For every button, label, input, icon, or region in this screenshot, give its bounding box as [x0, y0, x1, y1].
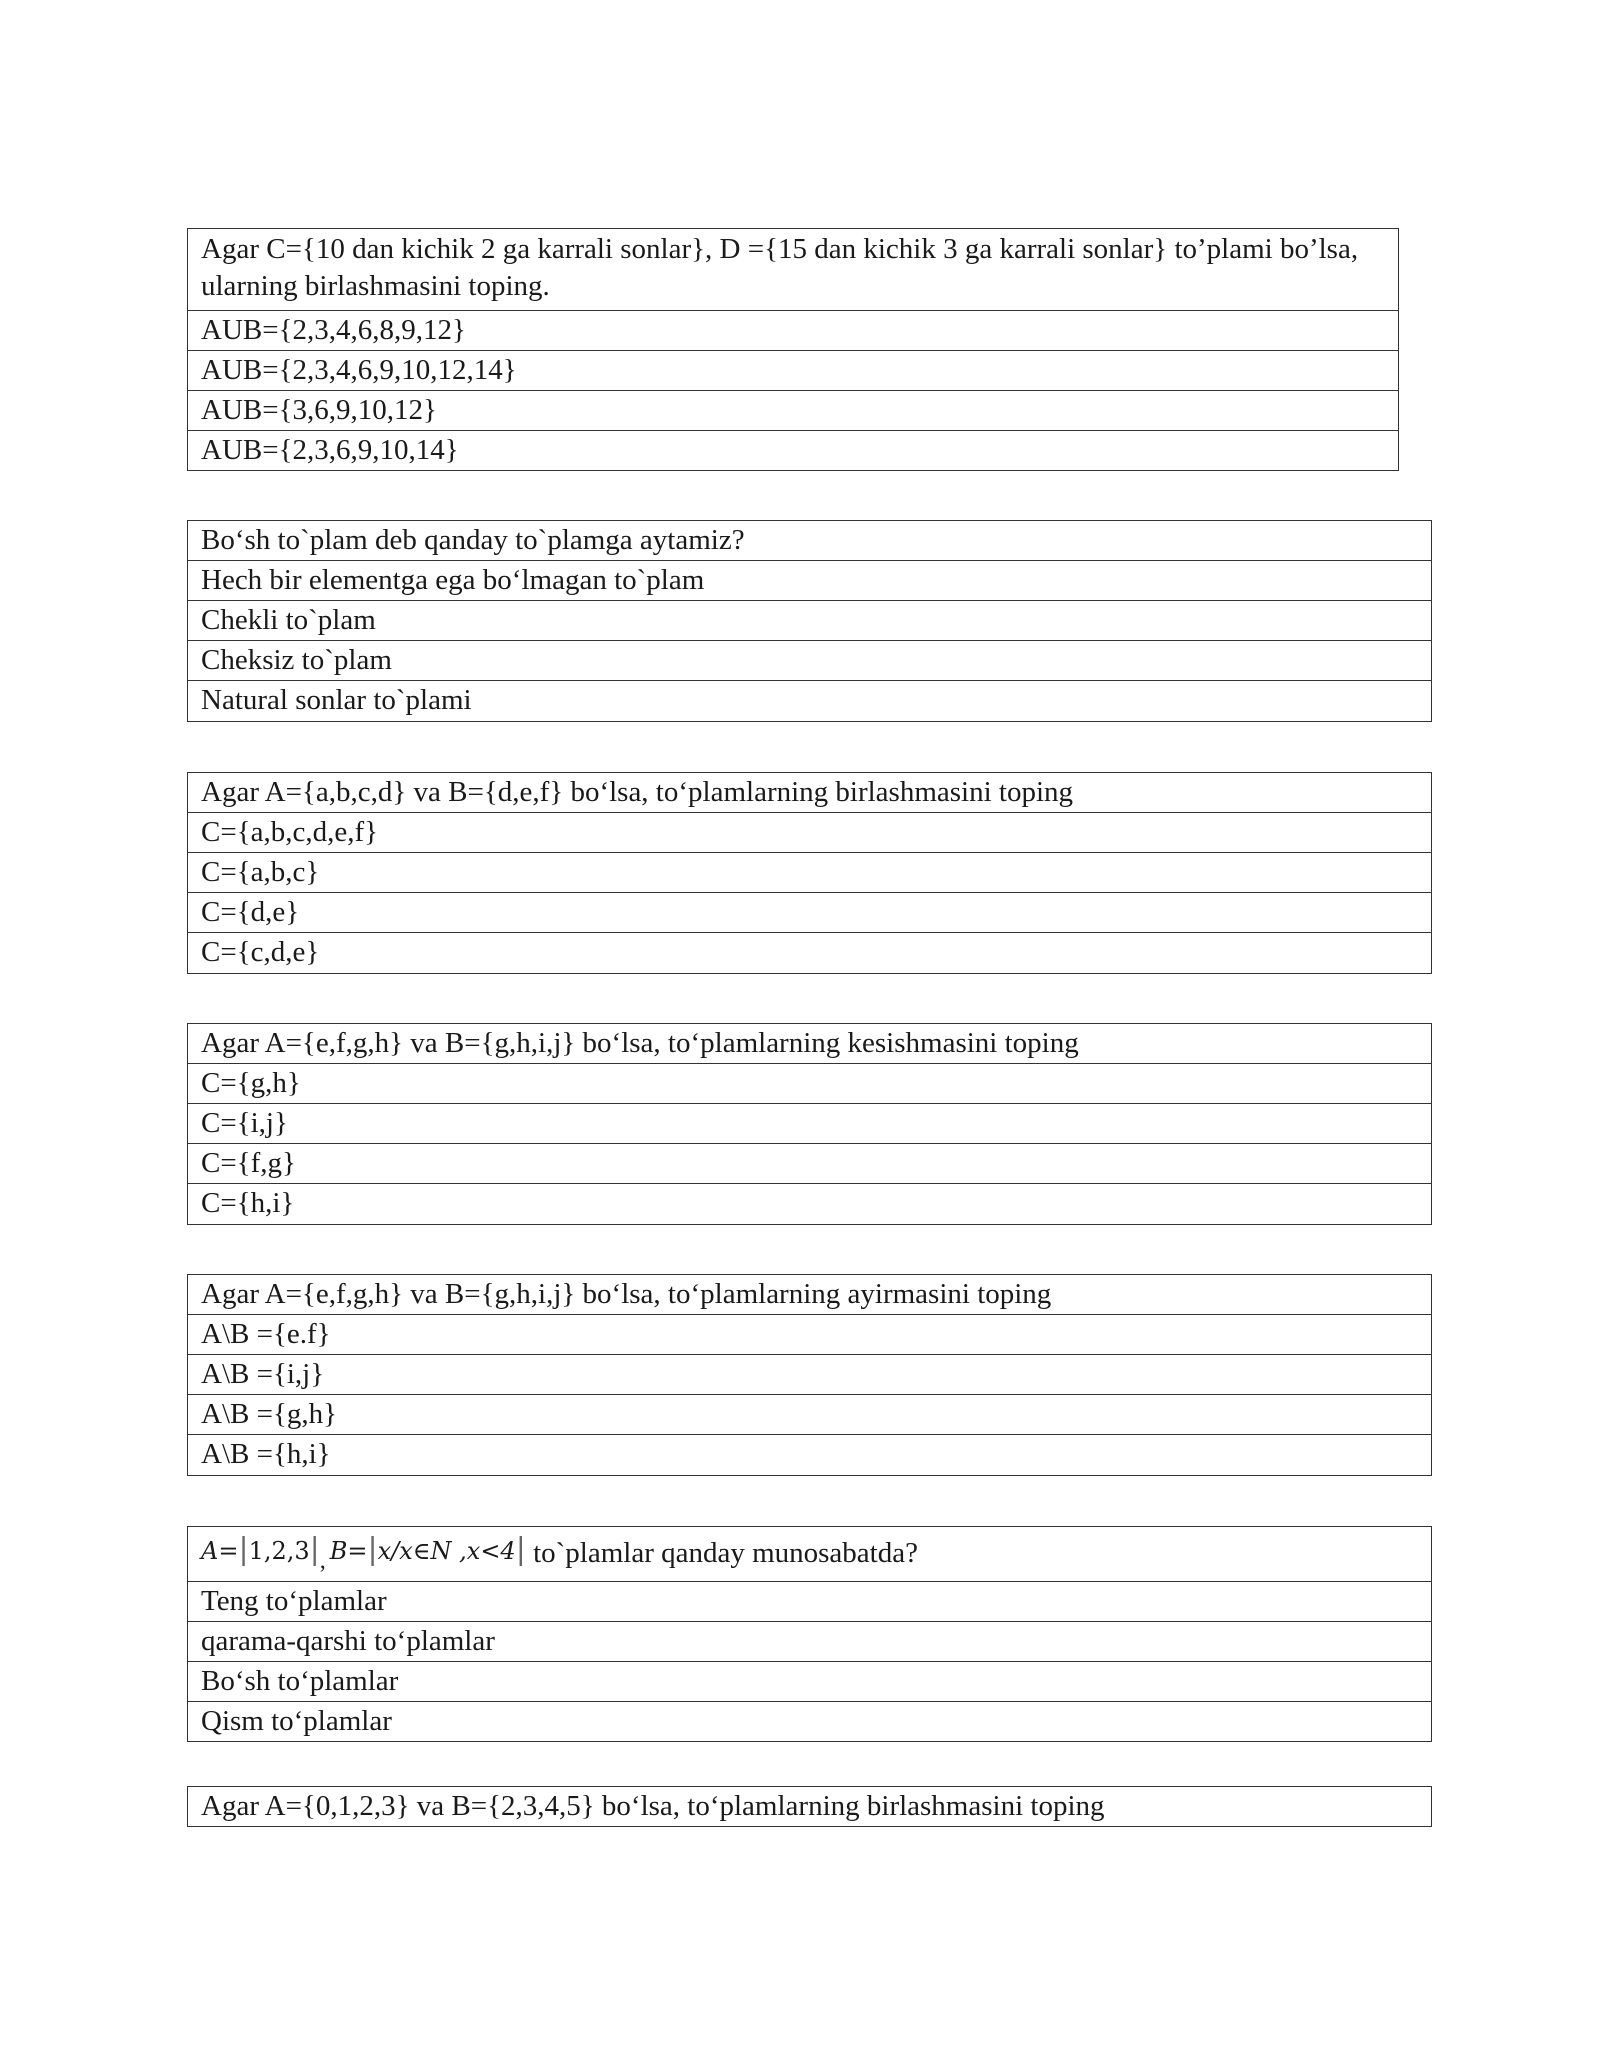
question-table-3	[187, 772, 1432, 974]
answer-row	[188, 1144, 1432, 1184]
answer-row	[188, 1064, 1432, 1104]
answer-row	[188, 1355, 1432, 1395]
answer-row	[188, 351, 1399, 391]
answer-option: A\B ={i,j}	[188, 1355, 1432, 1395]
question-text: Agar A={0,1,2,3} va B={2,3,4,5} bo‘lsa, to‘plamlarning birlashmasini toping	[188, 1787, 1432, 1827]
question-text: Agar A={a,b,c,d} va B={d,e,f} bo‘lsa, to‘plamlarning birlashmasini toping	[188, 773, 1432, 813]
answer-option: C={d,e}	[188, 893, 1432, 933]
formula-b-set: x/x∈N ,x<4	[377, 1537, 516, 1565]
question-text: Agar A={e,f,g,h} va B={g,h,i,j} bo‘lsa, to‘plamlarning ayirmasini toping	[188, 1275, 1432, 1315]
answer-row	[188, 893, 1432, 933]
answer-option: A\B ={g,h}	[188, 1395, 1432, 1435]
question-text: Bo‘sh to`plam deb qanday to`plamga aytamiz?	[188, 521, 1432, 561]
question-row	[188, 521, 1432, 561]
answer-option: Natural sonlar to`plami	[188, 681, 1432, 721]
answer-row	[188, 933, 1432, 973]
answer-option: C={g,h}	[188, 1064, 1432, 1104]
question-table-4	[187, 1023, 1432, 1225]
bracket-open: |	[367, 1532, 378, 1567]
question-table-5	[187, 1274, 1432, 1476]
question-row	[188, 773, 1432, 813]
answer-option: AUB={2,3,4,6,9,10,12,14}	[188, 351, 1399, 391]
answer-row	[188, 1702, 1432, 1742]
answer-row	[188, 1184, 1432, 1224]
answer-option: A\B ={e.f}	[188, 1315, 1432, 1355]
question-table-2	[187, 520, 1432, 722]
question-text	[188, 1527, 1432, 1582]
bracket-open: |	[238, 1532, 249, 1567]
answer-option: AUB={2,3,4,6,8,9,12}	[188, 311, 1399, 351]
bracket-close: |	[309, 1532, 320, 1567]
answer-row	[188, 601, 1432, 641]
question-row	[188, 1024, 1432, 1064]
answer-row	[188, 1622, 1432, 1662]
answer-row	[188, 431, 1399, 471]
question-row	[188, 1275, 1432, 1315]
answer-option: Teng to‘plamlar	[188, 1582, 1432, 1622]
formula-b	[329, 1532, 526, 1567]
answer-row	[188, 1104, 1432, 1144]
formula-comma: ,	[319, 1548, 326, 1574]
formula	[201, 1532, 320, 1567]
bracket-close: |	[515, 1532, 526, 1567]
question-text: Agar C={10 dan kichik 2 ga karrali sonlar}, D ={15 dan kichik 3 ga karrali sonlar} to’plami bo’lsa, ularning birlashmasini toping.	[188, 229, 1399, 311]
answer-option: Cheksiz to`plam	[188, 641, 1432, 681]
answer-option: Qism to‘plamlar	[188, 1702, 1432, 1742]
formula-b-lhs: B=	[329, 1537, 368, 1565]
question-row	[188, 1527, 1432, 1582]
answer-option: C={h,i}	[188, 1184, 1432, 1224]
answer-row	[188, 1435, 1432, 1475]
answer-row	[188, 1315, 1432, 1355]
answer-option: C={c,d,e}	[188, 933, 1432, 973]
answer-option: AUB={2,3,6,9,10,14}	[188, 431, 1399, 471]
question-suffix: to`plamlar qanday munosabatda?	[525, 1537, 918, 1569]
answer-row	[188, 813, 1432, 853]
answer-row	[188, 853, 1432, 893]
answer-option: C={f,g}	[188, 1144, 1432, 1184]
answer-option: A\B ={h,i}	[188, 1435, 1432, 1475]
question-table-1	[187, 228, 1399, 471]
formula-a-set: 1,2,3	[248, 1537, 310, 1565]
answer-row	[188, 1582, 1432, 1622]
answer-row	[188, 311, 1399, 351]
answer-option: C={a,b,c,d,e,f}	[188, 813, 1432, 853]
question-text: Agar A={e,f,g,h} va B={g,h,i,j} bo‘lsa, to‘plamlarning kesishmasini toping	[188, 1024, 1432, 1064]
answer-option: C={a,b,c}	[188, 853, 1432, 893]
answer-row	[188, 391, 1399, 431]
answer-row	[188, 1662, 1432, 1702]
answer-row	[188, 681, 1432, 721]
answer-row	[188, 641, 1432, 681]
answer-option: Chekli to`plam	[188, 601, 1432, 641]
question-table-6	[187, 1526, 1432, 1742]
answer-option: Bo‘sh to‘plamlar	[188, 1662, 1432, 1702]
question-row	[188, 229, 1399, 311]
answer-option: qarama-qarshi to‘plamlar	[188, 1622, 1432, 1662]
formula-a-lhs: A=	[201, 1537, 239, 1565]
answer-row	[188, 561, 1432, 601]
question-table-7	[187, 1786, 1432, 1827]
answer-option: C={i,j}	[188, 1104, 1432, 1144]
answer-option: Hech bir elementga ega bo‘lmagan to`plam	[188, 561, 1432, 601]
answer-option: AUB={3,6,9,10,12}	[188, 391, 1399, 431]
answer-row	[188, 1395, 1432, 1435]
question-row	[188, 1787, 1432, 1827]
